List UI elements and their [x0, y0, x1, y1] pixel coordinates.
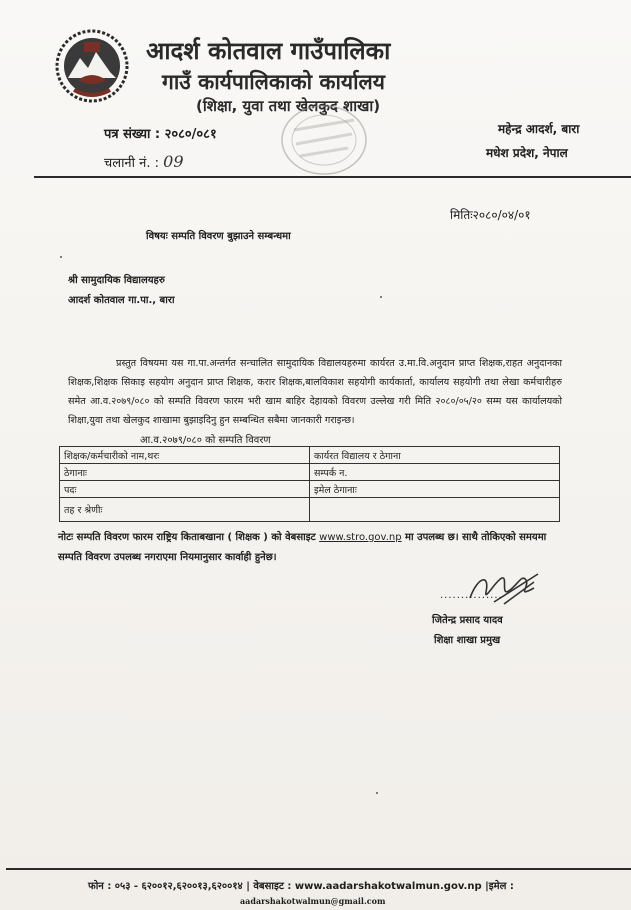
signatory-name: जितेन्द्र प्रसाद यादव — [432, 615, 503, 626]
table-cell — [310, 498, 560, 522]
office-stamp-icon — [278, 100, 370, 182]
body-paragraph — [68, 354, 562, 430]
municipality-name: आदर्श कोतवाल गाउँपालिका — [146, 37, 391, 65]
table-cell: इमेल ठेगानाः — [310, 481, 560, 498]
recipient-line-1: श्री सामुदायिक विद्यालयहरु — [68, 275, 165, 286]
table-cell: ठेगानाः — [60, 464, 310, 481]
municipality-logo-icon — [54, 28, 130, 104]
table-cell: तह र श्रेणीः — [60, 498, 310, 522]
header-divider — [34, 176, 631, 178]
form-table-title: आ.व.२०७९/०८० को सम्पति विवरण — [140, 435, 271, 446]
note-paragraph — [58, 528, 568, 568]
note-text-before: नोटः सम्पति विवरण फारम राष्ट्रिय किताबखाना ( शिक्षक ) को वेबसाइट — [58, 532, 320, 543]
dispatch-value: 09 — [163, 152, 184, 171]
dispatch-label: चलानी नं. : — [104, 156, 160, 171]
letter-number: पत्र संख्या : २०८०/०८१ — [104, 127, 217, 142]
table-cell: सम्पर्क न. — [310, 464, 560, 481]
table-cell: पदः — [60, 481, 310, 498]
subject-line: विषयः सम्पति विवरण बुझाउने सम्बन्धमा — [146, 231, 291, 242]
branch-name: (शिक्षा, युवा तथा खेलकुद शाखा) — [196, 97, 381, 115]
table-row — [60, 447, 560, 464]
table-row — [60, 498, 560, 522]
paper-speck — [380, 296, 382, 298]
table-cell: शिक्षक/कर्मचारीको नाम,थरः — [60, 447, 310, 464]
address-line-1: महेन्द्र आदर्श, बारा — [498, 122, 580, 136]
table-row — [60, 464, 560, 481]
letter-date: मितिः२०८०/०४/०१ — [450, 208, 531, 222]
paper-speck — [376, 792, 378, 794]
note-website-link[interactable]: www.stro.gov.np — [319, 532, 402, 543]
office-name: गाउँ कार्यपालिकाको कार्यालय — [162, 70, 385, 94]
address-line-2: मधेश प्रदेश, नेपाल — [486, 146, 568, 160]
note-text-after: मा उपलब्ध छ। साथै तोकिएको समयमा सम्पति विवरण उपलब्ध नगराएमा नियमानुसार कार्वाही हुनेछ। — [58, 532, 547, 563]
signatory-title: शिक्षा शाखा प्रमुख — [434, 635, 501, 646]
footer-divider — [6, 868, 631, 870]
footer-email[interactable]: aadarshakotwalmun@gmail.com — [240, 896, 386, 906]
body-text: प्रस्तुत विषयमा यस गा.पा.अन्तर्गत सन्चालित सामुदायिक विद्यालयहरुमा कार्यरत उ.मा.वि.अनुदान प्राप्त शिक्षक,राहत अनुदानका शिक्षक,शिक्षक सिकाइ सहयोग अनुदान प्राप्त शिक्षक, करार शिक्षक,बालविकाश सहयोगी कार्यकार्ता, कार्यालय सहयोगी तथा लेखा कर्मचारीहरु समेत आ.व.२०७९/०८० को सम्पति विवरण फारम भरी खाम बाहिर देहायको विवरण उल्लेख गरी मिति २०८०/०५/२० सम्म यस कार्यालयको शिक्षा,युवा तथा खेलकुद शाखामा बुझाइदिनु हुन सम्बन्धित सबैमा जानकारी गराइन्छ। — [68, 358, 562, 426]
table-cell: कार्यरत विद्यालय र ठेगाना — [310, 447, 560, 464]
recipient-line-2: आदर्श कोतवाल गा.पा., बारा — [68, 295, 175, 306]
footer-contact-line: फोन : ०५३ - ६२००१२,६२००१३,६२००१४ | वेबसाइट : www.aadarshakotwalmun.gov.np |इमेल : — [88, 881, 514, 892]
table-row — [60, 481, 560, 498]
dispatch-number — [104, 152, 184, 171]
signature-dots: ............... — [440, 590, 503, 601]
details-table — [59, 446, 560, 522]
paper-speck — [60, 256, 62, 258]
